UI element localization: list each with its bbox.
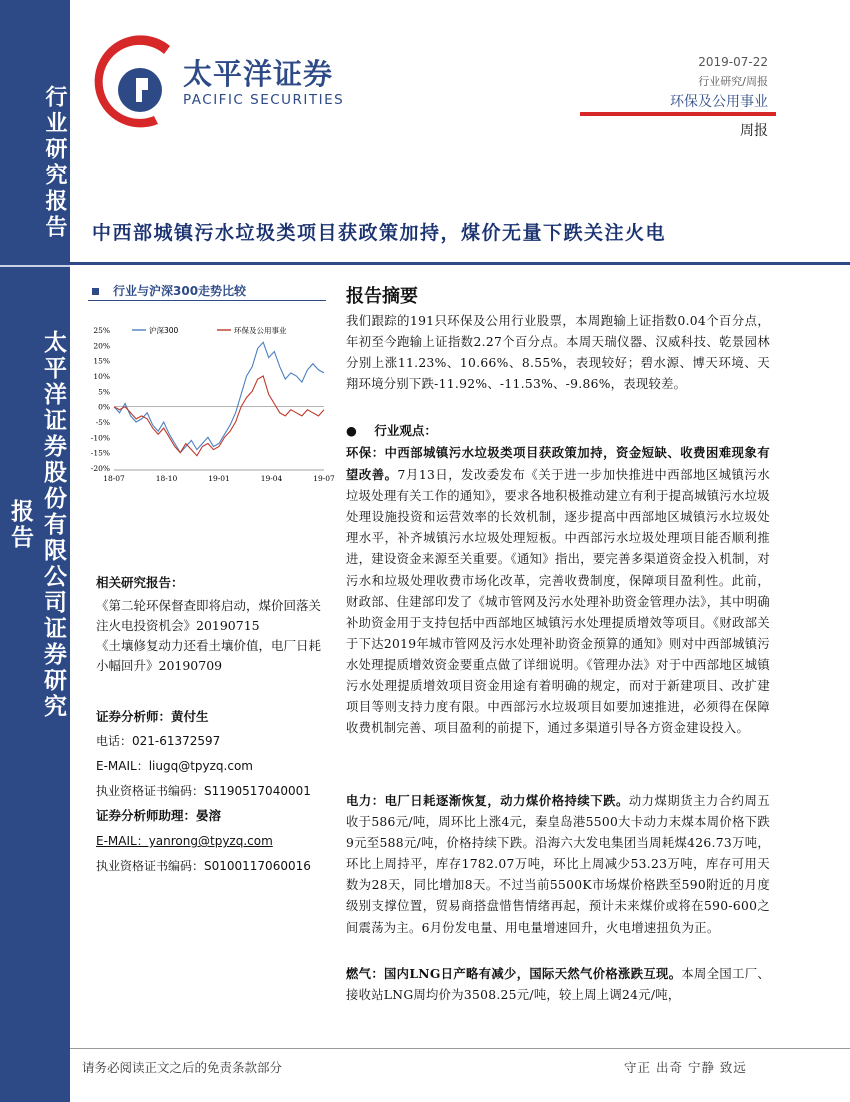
- report-sector: 环保及公用事业: [670, 94, 768, 110]
- y-tick-label: 0%: [98, 402, 110, 412]
- x-tick-label: 18-07: [103, 474, 125, 483]
- related-report-1[interactable]: 《第二轮环保督查即将启动，煤价回落关注火电投资机会》20190715: [96, 598, 322, 633]
- x-tick-label: 18-10: [155, 474, 178, 483]
- footer-divider: [70, 1048, 850, 1049]
- chart-legend: [132, 325, 287, 335]
- footer-disclaimer[interactable]: 请务必阅读正文之后的免责条款部分: [82, 1060, 283, 1075]
- analyst-cert: 执业资格证书编码：S1190517040001: [96, 784, 311, 798]
- report-date: 2019-07-22: [698, 55, 768, 69]
- assistant-cert: 执业资格证书编码：S0100117060016: [96, 859, 311, 873]
- footer-motto: 守正 出奇 宁静 致远: [624, 1060, 747, 1075]
- square-bullet-icon: [92, 288, 99, 295]
- chart-heading: [92, 282, 246, 299]
- x-tick-label: 19-04: [260, 474, 283, 483]
- y-tick-label: 15%: [93, 356, 110, 366]
- chart-heading-text: 行业与沪深300走势比较: [113, 284, 247, 298]
- chart-heading-rule: [88, 300, 326, 301]
- view-bullet: [346, 421, 437, 439]
- analyst-label: 证券分析师：黄付生: [96, 709, 209, 724]
- header-divider: [580, 112, 776, 116]
- env-heading: 环保：中西部城镇污水垃圾类项目获政策加持，资金短缺、收费困难现象有望改善。: [346, 445, 770, 483]
- sidebar-bottom-text: 太平洋证券股份有限公司证券研究报告: [7, 330, 66, 720]
- page-title: 中西部城镇污水垃圾类项目获政策加持，煤价无量下跌关注火电: [92, 222, 667, 244]
- legend-label: 沪深300: [149, 326, 179, 335]
- series-lines: [114, 342, 324, 455]
- gas-heading: 燃气：国内LNG日产略有减少，国际天然气价格涨跌互现。: [346, 966, 682, 981]
- y-tick-label: -15%: [90, 448, 110, 458]
- sidebar: [0, 0, 70, 1100]
- y-tick-label: -5%: [95, 418, 110, 427]
- x-tick-label: 19-01: [208, 474, 230, 483]
- y-tick-label: -20%: [90, 464, 110, 473]
- x-tick-label: 19-07: [313, 474, 335, 483]
- y-tick-label: 5%: [98, 387, 110, 397]
- analyst-phone: 电话：021-61372597: [96, 734, 221, 748]
- logo-cn: 太平洋证券: [183, 57, 334, 91]
- related-report-2[interactable]: 《土壤修复动力还看土壤价值，电厂日耗小幅回升》20190709: [96, 638, 322, 673]
- series-line-1: [114, 342, 324, 452]
- trend-chart: [82, 318, 335, 490]
- sidebar-top-text: 行业研究报告: [42, 85, 67, 241]
- gas-body: 本周全国工厂、接收站LNG周均价为3508.25元/吨，较上周上调24元/吨，: [346, 967, 770, 1003]
- env-body: 7月13日，发改委发布《关于进一步加快推进中西部地区城镇污水垃圾处理有关工作的通知》，要求各地积极推动建立有利于提高城镇污水垃圾处理设施投资和运营效率的长效机制，逐步提高中西部地区城镇污水垃圾处理水平，补齐城镇污水垃圾处理短板。中西部污水垃圾处理项目能否顺利推进，建设资金来源至关重要。《通知》指出，要完善多渠道资金投入机制，对污水和垃圾处理收费市场化改革，完善收费制度，保障项目盈利性。此前，财政部、住建部印发了《城市管网及污水处理补助资金管理办法》，其中明确补助资金用于支持包括中西部地区城镇污水处理提质增效等项目。《财政部关于下达2019年城市管网及污水处理补助资金预算的通知》则对中西部城镇污水处理提质增效资金要重点做了详细说明。《管理办法》对于中西部地区城镇污水处理提质增效项目资金用途有着明确的规定，而对于新建项目、改扩建项目等则支持力度有限。中西部污水垃圾项目如要加速推进，必须得在保障收费机制完善、项目盈利的前提下，通过多渠道引导各方资金建设投入。: [346, 468, 770, 736]
- y-tick-label: 10%: [93, 372, 110, 381]
- power-body: 动力煤期货主力合约周五收于586元/吨，周环比上涨4元，秦皇岛港5500大卡动力末煤本周价格下跌9元至588元/吨，价格持续下跌。沿海六大发电集团当周耗煤426.73万吨，环比上周持平，库存1782.07万吨，环比上周减少53.23万吨，库存可用天数为28天，同比增加8天。不过当前5500K市场煤价格跌至590附近的月度级别支撑位置，贸易商搭盘惜售情绪再起，预计未来煤价或将在590-600之间震荡为主。6月份发电量、用电量增速回升，火电增速扭负为正。: [346, 794, 770, 935]
- y-tick-label: 20%: [93, 341, 110, 351]
- analyst-email[interactable]: E-MAIL：liugq@tpyzq.com: [96, 759, 253, 773]
- gas-paragraph: [346, 963, 770, 1006]
- y-axis-labels: [91, 326, 110, 473]
- legend-label: 环保及公用事业: [234, 326, 287, 335]
- assistant-label: 证券分析师助理：晏溶: [96, 808, 222, 823]
- logo-en: PACIFIC SECURITIES: [183, 92, 345, 108]
- summary-paragraph: 我们跟踪的191只环保及公用行业股票，本周跑输上证指数0.04个百分点，年初至今跑输上证指数2.27个百分点。本周天瑞仪器、汉威科技、乾景园林分别上涨11.23%、10.66%、8.55%，表现较好；碧水源、博天环境、天翔环境分别下跌-11.92%、-11.53%、-9.86%，表现较差。: [346, 314, 770, 392]
- assistant-email-text[interactable]: E-MAIL：yanrong@tpyzq.com: [96, 834, 273, 848]
- x-axis-labels: [103, 470, 335, 483]
- env-paragraph: [346, 442, 770, 739]
- power-heading: 电力：电厂日耗逐渐恢复，动力煤价格持续下跌。: [346, 793, 629, 808]
- bullet-dot-icon: ●: [346, 423, 375, 438]
- report-weekly-label: 周报: [740, 123, 768, 139]
- report-type: 行业研究/周报: [698, 75, 768, 88]
- y-tick-label: -10%: [90, 433, 110, 443]
- summary-title: 报告摘要: [346, 286, 418, 307]
- y-tick-label: 25%: [93, 326, 110, 335]
- assistant-email[interactable]: [96, 832, 273, 849]
- related-reports-title: 相关研究报告：: [96, 575, 184, 590]
- view-bullet-text: 行业观点：: [374, 423, 437, 438]
- power-paragraph: [346, 790, 770, 939]
